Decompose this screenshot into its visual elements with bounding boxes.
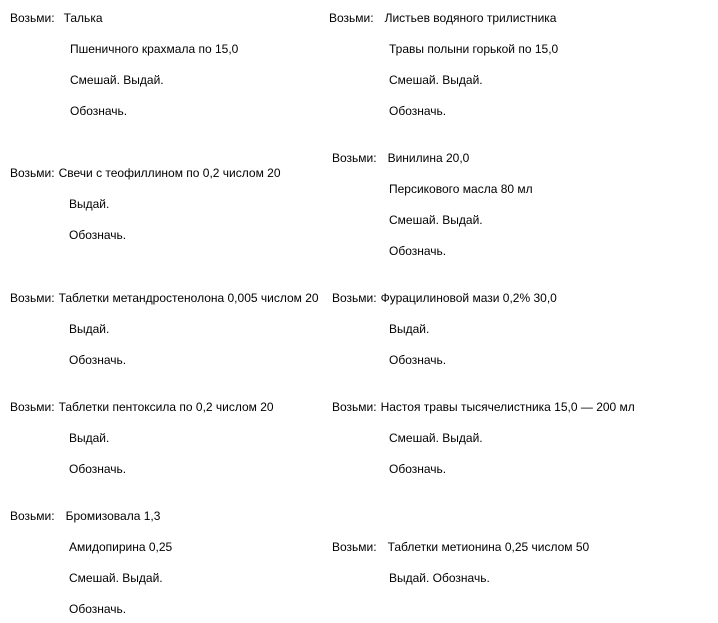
recipe-5-instruction-label: Обозначь. — [69, 353, 127, 367]
recipe-4-instruction-dispense: Выдай. — [69, 197, 110, 211]
recipe-7-ingredient-1: Таблетки пентоксила по 0,2 числом 20 — [58, 400, 274, 414]
recipe-2-instruction-label: Обозначь. — [389, 104, 447, 118]
recipe-1-take-label: Возьми: — [10, 11, 55, 25]
recipe-9-instruction-mix: Смешай. Выдай. — [69, 571, 163, 585]
recipe-6-take-line — [332, 291, 557, 305]
recipe-5-ingredient-1: Таблетки метандростенолона 0,005 числом 20 — [58, 291, 319, 305]
recipe-6-take-label: Возьми: — [332, 291, 377, 305]
recipe-1-instruction-mix: Смешай. Выдай. — [70, 73, 164, 87]
recipe-3-take-line — [332, 151, 469, 165]
recipe-2-ingredient-1: Листьев водяного трилистника — [384, 11, 557, 25]
recipe-9-ingredient-2: Амидопирина 0,25 — [69, 540, 173, 554]
recipe-9-take-label: Возьми: — [10, 509, 55, 523]
recipe-4-instruction-label: Обозначь. — [69, 228, 127, 242]
recipe-3-ingredient-1: Винилина 20,0 — [387, 151, 470, 165]
recipe-7-instruction-label: Обозначь. — [69, 462, 127, 476]
recipe-5-take-label: Возьми: — [10, 291, 55, 305]
recipe-3-instruction-mix: Смешай. Выдай. — [389, 213, 483, 227]
recipe-8-take-line — [332, 400, 635, 414]
recipe-5-take-line — [10, 291, 319, 305]
recipe-9-ingredient-1: Бромизовала 1,3 — [65, 509, 161, 523]
recipe-10-take-line — [332, 540, 589, 554]
recipe-8-instruction-label: Обозначь. — [389, 462, 447, 476]
recipe-8-instruction-mix: Смешай. Выдай. — [389, 431, 483, 445]
recipe-6-instruction-label: Обозначь. — [389, 353, 447, 367]
recipe-3-instruction-label: Обозначь. — [389, 244, 447, 258]
recipe-7-take-line — [10, 400, 274, 414]
recipe-2-instruction-mix: Смешай. Выдай. — [389, 73, 483, 87]
recipe-9-instruction-label: Обозначь. — [69, 602, 127, 616]
recipe-9-take-line — [10, 509, 160, 523]
recipe-1-ingredient-2: Пшеничного крахмала по 15,0 — [70, 42, 239, 56]
recipe-7-instruction-dispense: Выдай. — [69, 431, 110, 445]
recipe-10-ingredient-1: Таблетки метионина 0,25 числом 50 — [387, 540, 590, 554]
recipe-4-ingredient-1: Свечи с теофиллином по 0,2 числом 20 — [58, 166, 281, 180]
recipe-4-take-line — [10, 166, 281, 180]
recipe-10-instruction-dispense-label: Выдай. Обозначь. — [389, 571, 490, 585]
recipe-1-ingredient-1: Талька — [63, 11, 103, 25]
recipe-10-take-label: Возьми: — [332, 540, 377, 554]
recipe-8-take-label: Возьми: — [332, 400, 377, 414]
recipe-7-take-label: Возьми: — [10, 400, 55, 414]
recipe-3-ingredient-2: Персикового масла 80 мл — [389, 182, 533, 196]
recipe-2-ingredient-2: Травы полыни горькой по 15,0 — [389, 42, 559, 56]
recipe-2-take-label: Возьми: — [329, 11, 374, 25]
recipe-6-instruction-dispense: Выдай. — [389, 322, 430, 336]
recipe-5-instruction-dispense: Выдай. — [69, 322, 110, 336]
recipe-3-take-label: Возьми: — [332, 151, 377, 165]
recipe-1-instruction-label: Обозначь. — [70, 104, 128, 118]
recipe-4-take-label: Возьми: — [10, 166, 55, 180]
recipe-8-ingredient-1: Настоя травы тысячелистника 15,0 — 200 мл — [380, 400, 635, 414]
recipe-1-take-line — [10, 11, 103, 25]
recipe-6-ingredient-1: Фурацилиновой мази 0,2% 30,0 — [380, 291, 557, 305]
recipe-2-take-line — [329, 11, 556, 25]
